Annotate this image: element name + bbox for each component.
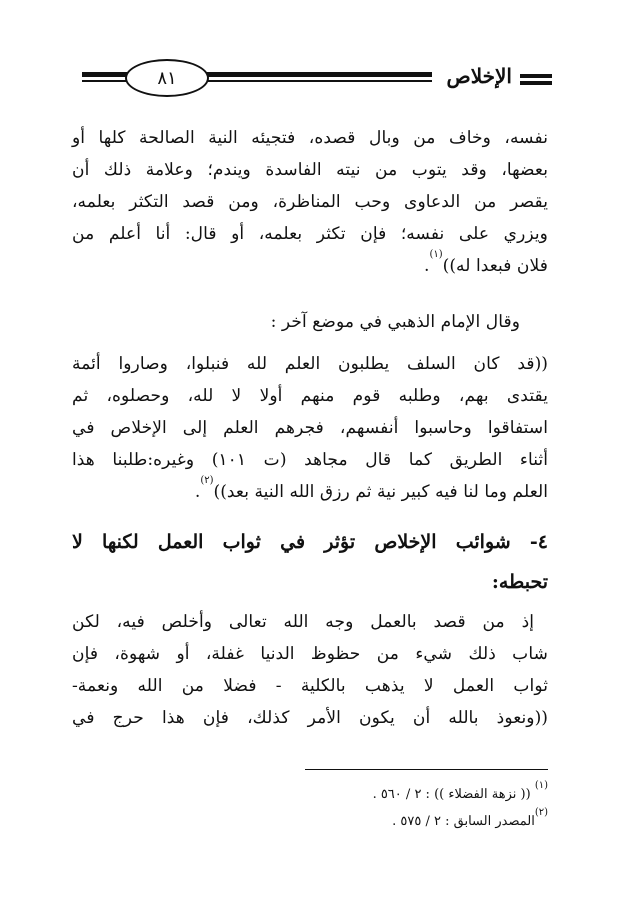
text-line: ويزري على نفسه؛ فإن تكثر بعلمه، أو قال: أنا أعلم من bbox=[72, 224, 548, 244]
heading-line-1: ٤- شوائب الإخلاص تؤثر في ثواب العمل لكنها لا bbox=[72, 531, 548, 553]
text-line-last bbox=[72, 250, 548, 282]
title-ornament-bars bbox=[520, 74, 552, 88]
footnote-ref-1[interactable]: (١) bbox=[429, 249, 443, 260]
quote-end-text: فلان فبعدا له)) bbox=[442, 256, 548, 276]
section-heading bbox=[72, 522, 548, 602]
footnote-text: المصدر السابق : ٢ / ٥٧٥ . bbox=[392, 814, 535, 829]
text-line: أثناء الطريق كما قال مجاهد (ت ١٠١) وغيره:طلبنا هذا bbox=[72, 450, 548, 470]
header-rule-right-thick bbox=[204, 72, 432, 77]
text-line: يقصر من الدعاوى وحب المناظرة، ومن قصد التكثر بعلمه، bbox=[72, 192, 548, 212]
text-line: بعضها، وقد يتوب من نيته الفاسدة ويندم؛ وعلامة ذلك أن bbox=[72, 160, 548, 180]
footnote-2 bbox=[200, 808, 548, 835]
page-header bbox=[82, 58, 552, 98]
text-line: يقتدى بهم، وطلبه قوم منهم أولا لا لله، وحصلوه، ثم bbox=[72, 386, 548, 406]
footnote-marker: (٢) bbox=[534, 807, 548, 818]
footnote-ref-2[interactable]: (٢) bbox=[200, 475, 214, 486]
header-rule-right-thin bbox=[204, 80, 432, 82]
heading-line-2: تحبطه: bbox=[491, 571, 548, 593]
footnote-text: (( نزهة الفضلاء )) : ٢ / ٥٦٠ . bbox=[372, 787, 531, 802]
paragraph-continuation bbox=[72, 122, 548, 282]
footnote-1 bbox=[200, 781, 548, 808]
dhahabi-quote bbox=[72, 348, 548, 508]
text-line: ((قد كان السلف يطلبون العلم لله فنبلوا، وصاروا أئمة bbox=[72, 354, 548, 374]
text-line: استفاقوا وحاسبوا أنفسهم، فجرهم العلم إلى الإخلاص في bbox=[72, 418, 548, 438]
quote-end-text: العلم وما لنا فيه كبير نية ثم رزق الله النية بعد)) bbox=[213, 482, 548, 502]
text-line: نفسه، وخاف من وبال قصده، فتجيئه النية الصالحة كلها أو bbox=[72, 128, 548, 148]
sentence-end: . bbox=[423, 256, 430, 276]
dhahabi-intro bbox=[72, 306, 548, 338]
intro-line: وقال الإمام الذهبي في موضع آخر : bbox=[270, 312, 520, 332]
text-line: ((ونعوذ بالله أن يكون الأمر كذلك، فإن هذا حرج في bbox=[72, 708, 548, 728]
footnote-separator bbox=[305, 769, 548, 770]
text-line-last bbox=[72, 476, 548, 508]
page-number: ٨١ bbox=[125, 59, 209, 97]
footnotes bbox=[200, 781, 548, 835]
text-line: إذ من قصد بالعمل وجه الله تعالى وأخلص فيه، لكن bbox=[72, 612, 534, 632]
sentence-end: . bbox=[194, 482, 201, 502]
section-paragraph bbox=[72, 606, 548, 734]
text-line: شاب ذلك شيء من حظوظ الدنيا غفلة، أو شهوة، فإن bbox=[72, 644, 548, 664]
text-line: ثواب العمل لا يذهب بالكلية - فضلا من الله ونعمة- bbox=[72, 676, 548, 696]
footnote-marker: (١) bbox=[534, 780, 548, 791]
running-title: الإخلاص bbox=[446, 64, 512, 88]
